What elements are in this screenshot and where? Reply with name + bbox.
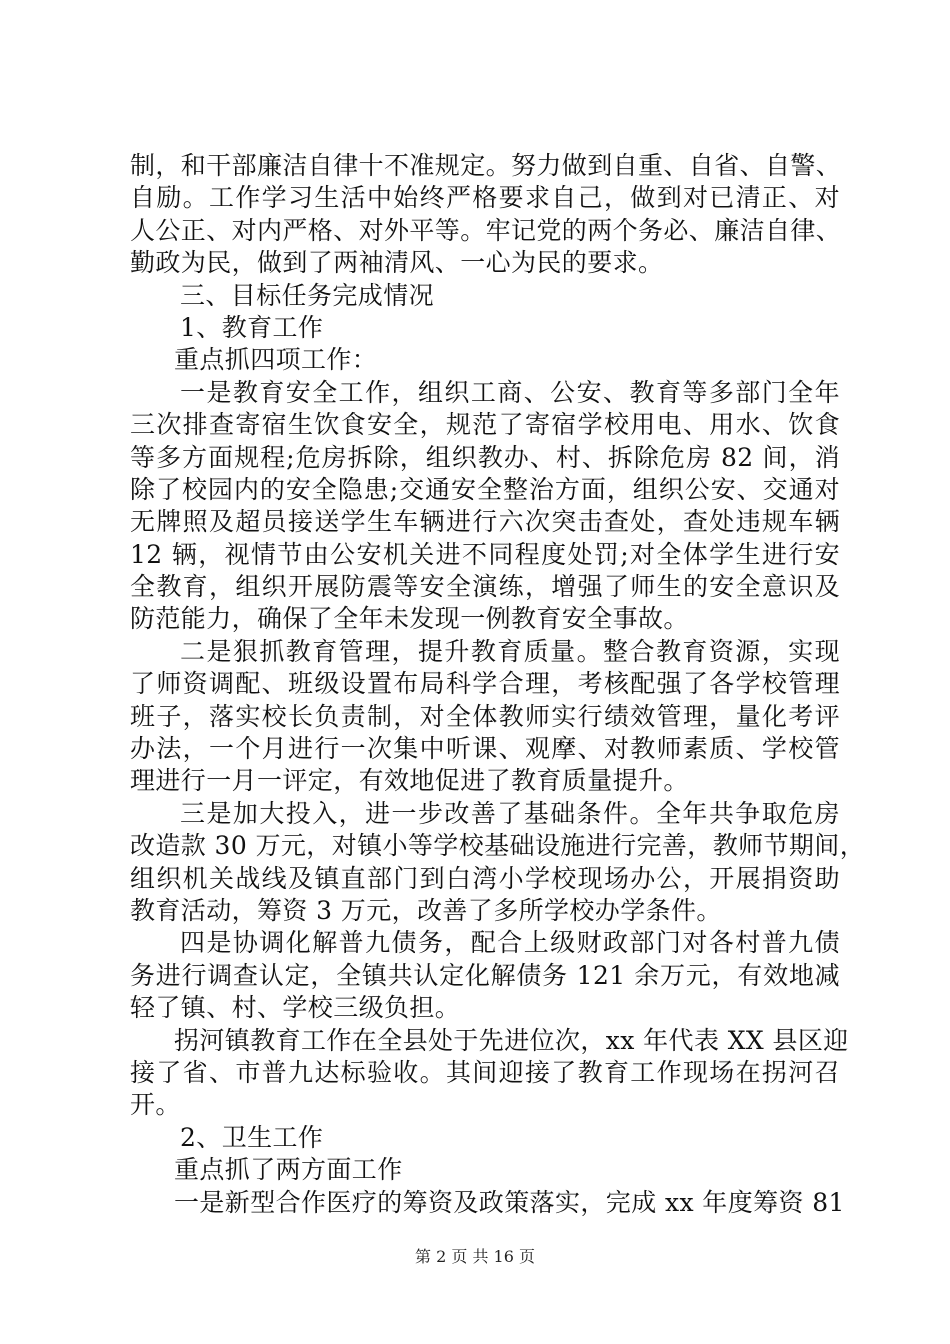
text-line: 防范能力，确保了全年未发现一例教育安全事故。 xyxy=(130,604,689,634)
text-line: 了师资调配、班级设置布局科学合理，考核配强了各学校管理 xyxy=(130,669,840,699)
text-line: 教育活动，筹资 3 万元，改善了多所学校办学条件。 xyxy=(130,895,722,925)
text-line: 三是加大投入，进一步改善了基础条件。全年共争取危房 xyxy=(180,798,840,828)
page-footer: 第 2 页 共 16 页 xyxy=(415,1247,535,1266)
text-line: 改造款 30 万元，对镇小等学校基础设施进行完善，教师节期间， xyxy=(130,831,866,861)
text-line: 四是协调化解普九债务，配合上级财政部门对各村普九债 xyxy=(180,928,840,958)
document-body xyxy=(130,150,866,1219)
text-line: 拐河镇教育工作在全县处于先进位次，xx 年代表 XX 县区迎 xyxy=(174,1025,849,1055)
text-line: 自励。工作学习生活中始终严格要求自己，做到对已清正、对 xyxy=(130,183,840,213)
text-line: 接了省、市普九达标验收。其间迎接了教育工作现场在拐河召 xyxy=(130,1057,840,1087)
text-line: 班子，落实校长负责制，对全体教师实行绩效管理，量化考评 xyxy=(130,701,840,731)
text-line: 勤政为民，做到了两袖清风、一心为民的要求。 xyxy=(130,248,664,278)
text-line: 三、目标任务完成情况 xyxy=(180,280,435,310)
text-line: 重点抓四项工作： xyxy=(174,345,378,375)
text-line: 1、教育工作 xyxy=(180,312,324,342)
text-line: 一是新型合作医疗的筹资及政策落实，完成 xx 年度筹资 81 xyxy=(174,1187,845,1217)
text-line: 理进行一月一评定，有效地促进了教育质量提升。 xyxy=(130,766,689,796)
text-line: 轻了镇、村、学校三级负担。 xyxy=(130,993,461,1023)
text-line: 全教育，组织开展防震等安全演练，增强了师生的安全意识及 xyxy=(130,572,840,602)
text-line: 二是狠抓教育管理，提升教育质量。整合教育资源，实现 xyxy=(180,636,840,666)
text-line: 务进行调查认定，全镇共认定化解债务 121 余万元，有效地减 xyxy=(130,960,840,990)
text-line: 组织机关战线及镇直部门到白湾小学校现场办公，开展捐资助 xyxy=(130,863,840,893)
text-line: 人公正、对内严格、对外平等。牢记党的两个务必、廉洁自律、 xyxy=(130,215,842,245)
text-line: 开。 xyxy=(130,1090,181,1120)
text-line: 重点抓了两方面工作 xyxy=(174,1155,403,1185)
text-line: 2、卫生工作 xyxy=(180,1122,324,1152)
text-line: 三次排查寄宿生饮食安全，规范了寄宿学校用电、用水、饮食 xyxy=(130,410,840,440)
text-line: 无牌照及超员接送学生车辆进行六次突击查处，查处违规车辆 xyxy=(130,507,840,537)
text-line: 一是教育安全工作，组织工商、公安、教育等多部门全年 xyxy=(180,377,840,407)
text-line: 除了校园内的安全隐患;交通安全整治方面，组织公安、交通对 xyxy=(130,474,840,504)
text-line: 制，和干部廉洁自律十不准规定。努力做到自重、自省、自警、 xyxy=(130,151,842,180)
text-line: 等多方面规程;危房拆除，组织教办、村、拆除危房 82 间，消 xyxy=(130,442,840,472)
text-line: 12 辆，视情节由公安机关进不同程度处罚;对全体学生进行安 xyxy=(130,539,840,569)
text-line: 办法，一个月进行一次集中听课、观摩、对教师素质、学校管 xyxy=(130,734,840,764)
